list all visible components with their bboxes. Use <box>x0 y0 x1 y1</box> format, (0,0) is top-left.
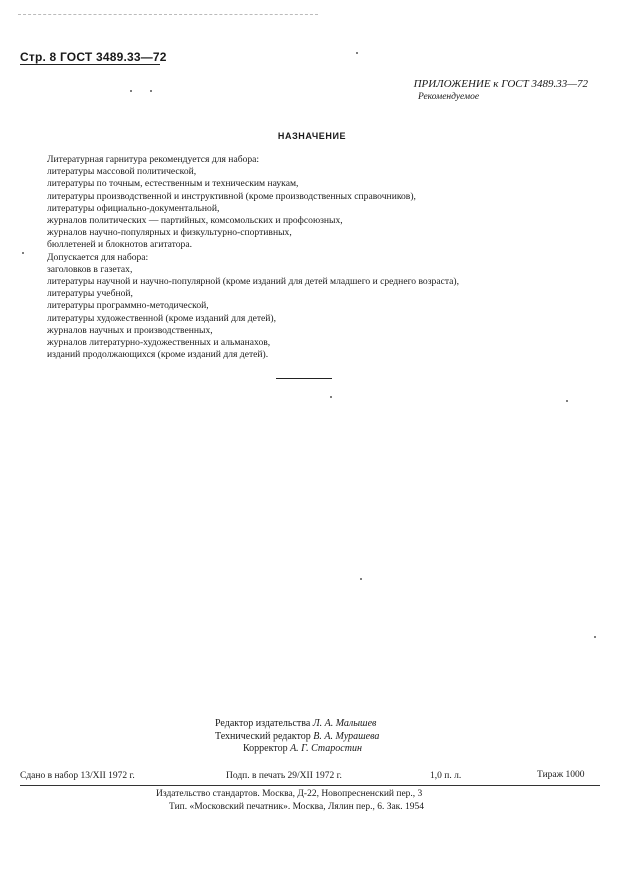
scan-speck <box>130 90 132 92</box>
proofreader-name: А. Г. Старостин <box>290 743 362 754</box>
body-line: литературы производственной и инструктивной (кроме производственных справочников), <box>47 190 416 202</box>
body-line: заголовков в газетах, <box>47 263 133 275</box>
body-line: журналов литературно-художественных и альманахов, <box>47 337 271 349</box>
body-line: литературы массовой политической, <box>47 166 197 178</box>
section-divider <box>276 378 332 379</box>
scan-speck <box>150 90 152 92</box>
body-line: литературы учебной, <box>47 288 133 300</box>
body-line: журналов политических — партийных, комсомольских и профсоюзных, <box>47 215 343 227</box>
technical-editor-label: Технический редактор <box>215 730 311 742</box>
body-line: литературы по точным, естественным и техническим наукам, <box>47 178 299 190</box>
scan-speck <box>566 400 568 402</box>
section-title: НАЗНАЧЕНИЕ <box>277 131 347 141</box>
body-line: литературы художественной (кроме изданий для детей), <box>47 312 277 324</box>
imprint-divider <box>20 785 600 786</box>
body-line: бюллетеней и блокнотов агитатора. <box>47 239 192 251</box>
scan-speck <box>356 52 358 54</box>
page-header: Стр. 8 ГОСТ 3489.33—72 <box>20 50 167 64</box>
imprint-print-run: Тираж 1000 <box>537 770 585 780</box>
imprint-sheets: 1,0 п. л. <box>430 771 462 781</box>
publisher-line: Издательство стандартов. Москва, Д-22, Новопресненский пер., 3 <box>156 789 423 799</box>
body-line: Допускается для набора: <box>47 251 149 263</box>
body-line: журналов научно-популярных и физкультурно-спортивных, <box>47 227 292 239</box>
editors-block <box>215 718 379 756</box>
proofreader-line <box>215 743 379 756</box>
body-line: литературы программно-методической, <box>47 300 209 312</box>
scan-speck <box>594 636 596 638</box>
appendix-label: ПРИЛОЖЕНИЕ к ГОСТ 3489.33—72 <box>413 78 588 90</box>
appendix-note: Рекомендуемое <box>418 92 480 102</box>
proofreader-label: Корректор <box>243 743 288 754</box>
imprint-signed-date: Подп. в печать 29/XII 1972 г. <box>226 771 342 781</box>
printer-line: Тип. «Московский печатник». Москва, Лялин пер., 6. Зак. 1954 <box>169 802 425 812</box>
publishing-editor-label: Редактор издательства <box>215 718 311 729</box>
body-text <box>47 154 459 361</box>
scan-speck <box>22 252 24 254</box>
body-line: изданий продолжающихся (кроме изданий для детей). <box>47 349 269 361</box>
body-line: литературы научной и научно-популярной (кроме изданий для детей младшего и среднего возраста), <box>47 276 459 288</box>
body-line: литературы официально-документальной, <box>47 202 220 214</box>
header-underline <box>20 64 160 65</box>
technical-editor-line <box>215 731 379 744</box>
publishing-editor-name: Л. А. Малышев <box>312 718 377 729</box>
body-line: журналов научных и производственных, <box>47 324 213 336</box>
scan-artifact-line <box>18 14 318 15</box>
imprint-typeset-date: Сдано в набор 13/XII 1972 г. <box>20 771 135 781</box>
technical-editor-name: В. А. Мурашева <box>313 730 380 742</box>
publishing-editor-line <box>215 718 379 731</box>
scan-speck <box>330 396 332 398</box>
scan-speck <box>360 578 362 580</box>
body-line: Литературная гарнитура рекомендуется для набора: <box>47 154 260 165</box>
